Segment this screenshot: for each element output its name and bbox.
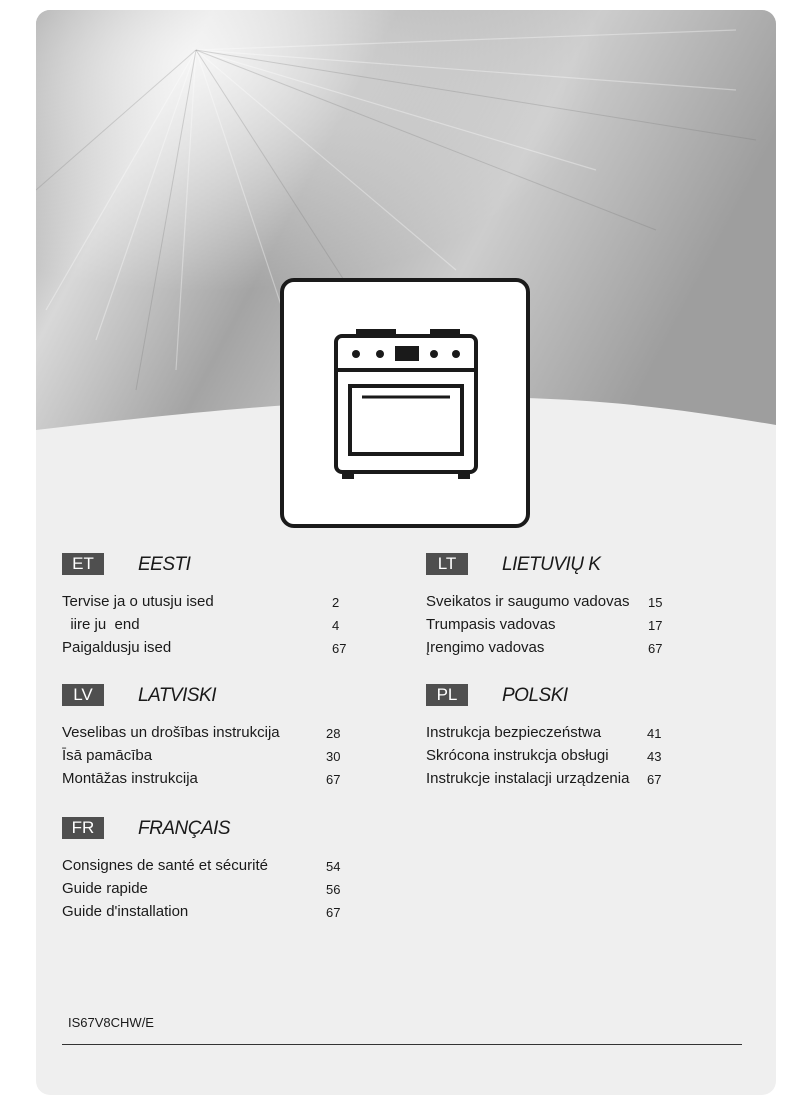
language-name: LIETUVIŲ K (502, 554, 601, 575)
toc-row[interactable]: iire ju end 4 (62, 616, 340, 633)
toc-row[interactable]: Tervise ja o utusju ised 2 (62, 593, 340, 610)
toc-row[interactable]: Īsā pamācība 30 (62, 747, 341, 764)
language-code-badge: LV (62, 684, 104, 706)
toc-row[interactable]: Skrócona instrukcja obsługi 43 (426, 747, 662, 764)
language-code-badge: LT (426, 553, 468, 575)
toc-row[interactable]: Instrukcje instalacji urządzenia 67 (426, 770, 662, 787)
section-et (62, 553, 352, 662)
language-name: EESTI (138, 554, 191, 575)
toc-row[interactable]: Trumpasis vadovas 17 (426, 616, 663, 633)
toc-row[interactable]: Consignes de santé et sécurité 54 (62, 857, 341, 874)
section-pl (426, 684, 726, 793)
section-fr (62, 817, 352, 926)
toc-row[interactable]: Sveikatos ir saugumo vadovas 15 (426, 593, 663, 610)
section-lt (426, 553, 716, 662)
toc-row[interactable]: Guide d'installation 67 (62, 903, 341, 920)
footer-divider (62, 1044, 742, 1045)
toc-row[interactable]: Veselibas un drošības instrukcija 28 (62, 724, 341, 741)
toc-row[interactable]: Guide rapide 56 (62, 880, 341, 897)
appliance-frame (280, 278, 530, 528)
language-name: FRANÇAIS (138, 818, 231, 839)
language-name: POLSKI (502, 685, 568, 706)
toc-row[interactable]: Montāžas instrukcija 67 (62, 770, 341, 787)
oven-icon (284, 282, 526, 524)
language-code-badge: PL (426, 684, 468, 706)
toc-row[interactable]: Įrengimo vadovas 67 (426, 639, 663, 656)
toc-row[interactable]: Paigaldusju ised 67 (62, 639, 347, 656)
cover-page (36, 10, 776, 1095)
model-number: IS67V8CHW/E (68, 1015, 154, 1030)
language-code-badge: ET (62, 553, 104, 575)
language-name: LATVISKI (138, 685, 217, 706)
section-lv (62, 684, 352, 793)
toc-row[interactable]: Instrukcja bezpieczeństwa 41 (426, 724, 662, 741)
language-code-badge: FR (62, 817, 104, 839)
